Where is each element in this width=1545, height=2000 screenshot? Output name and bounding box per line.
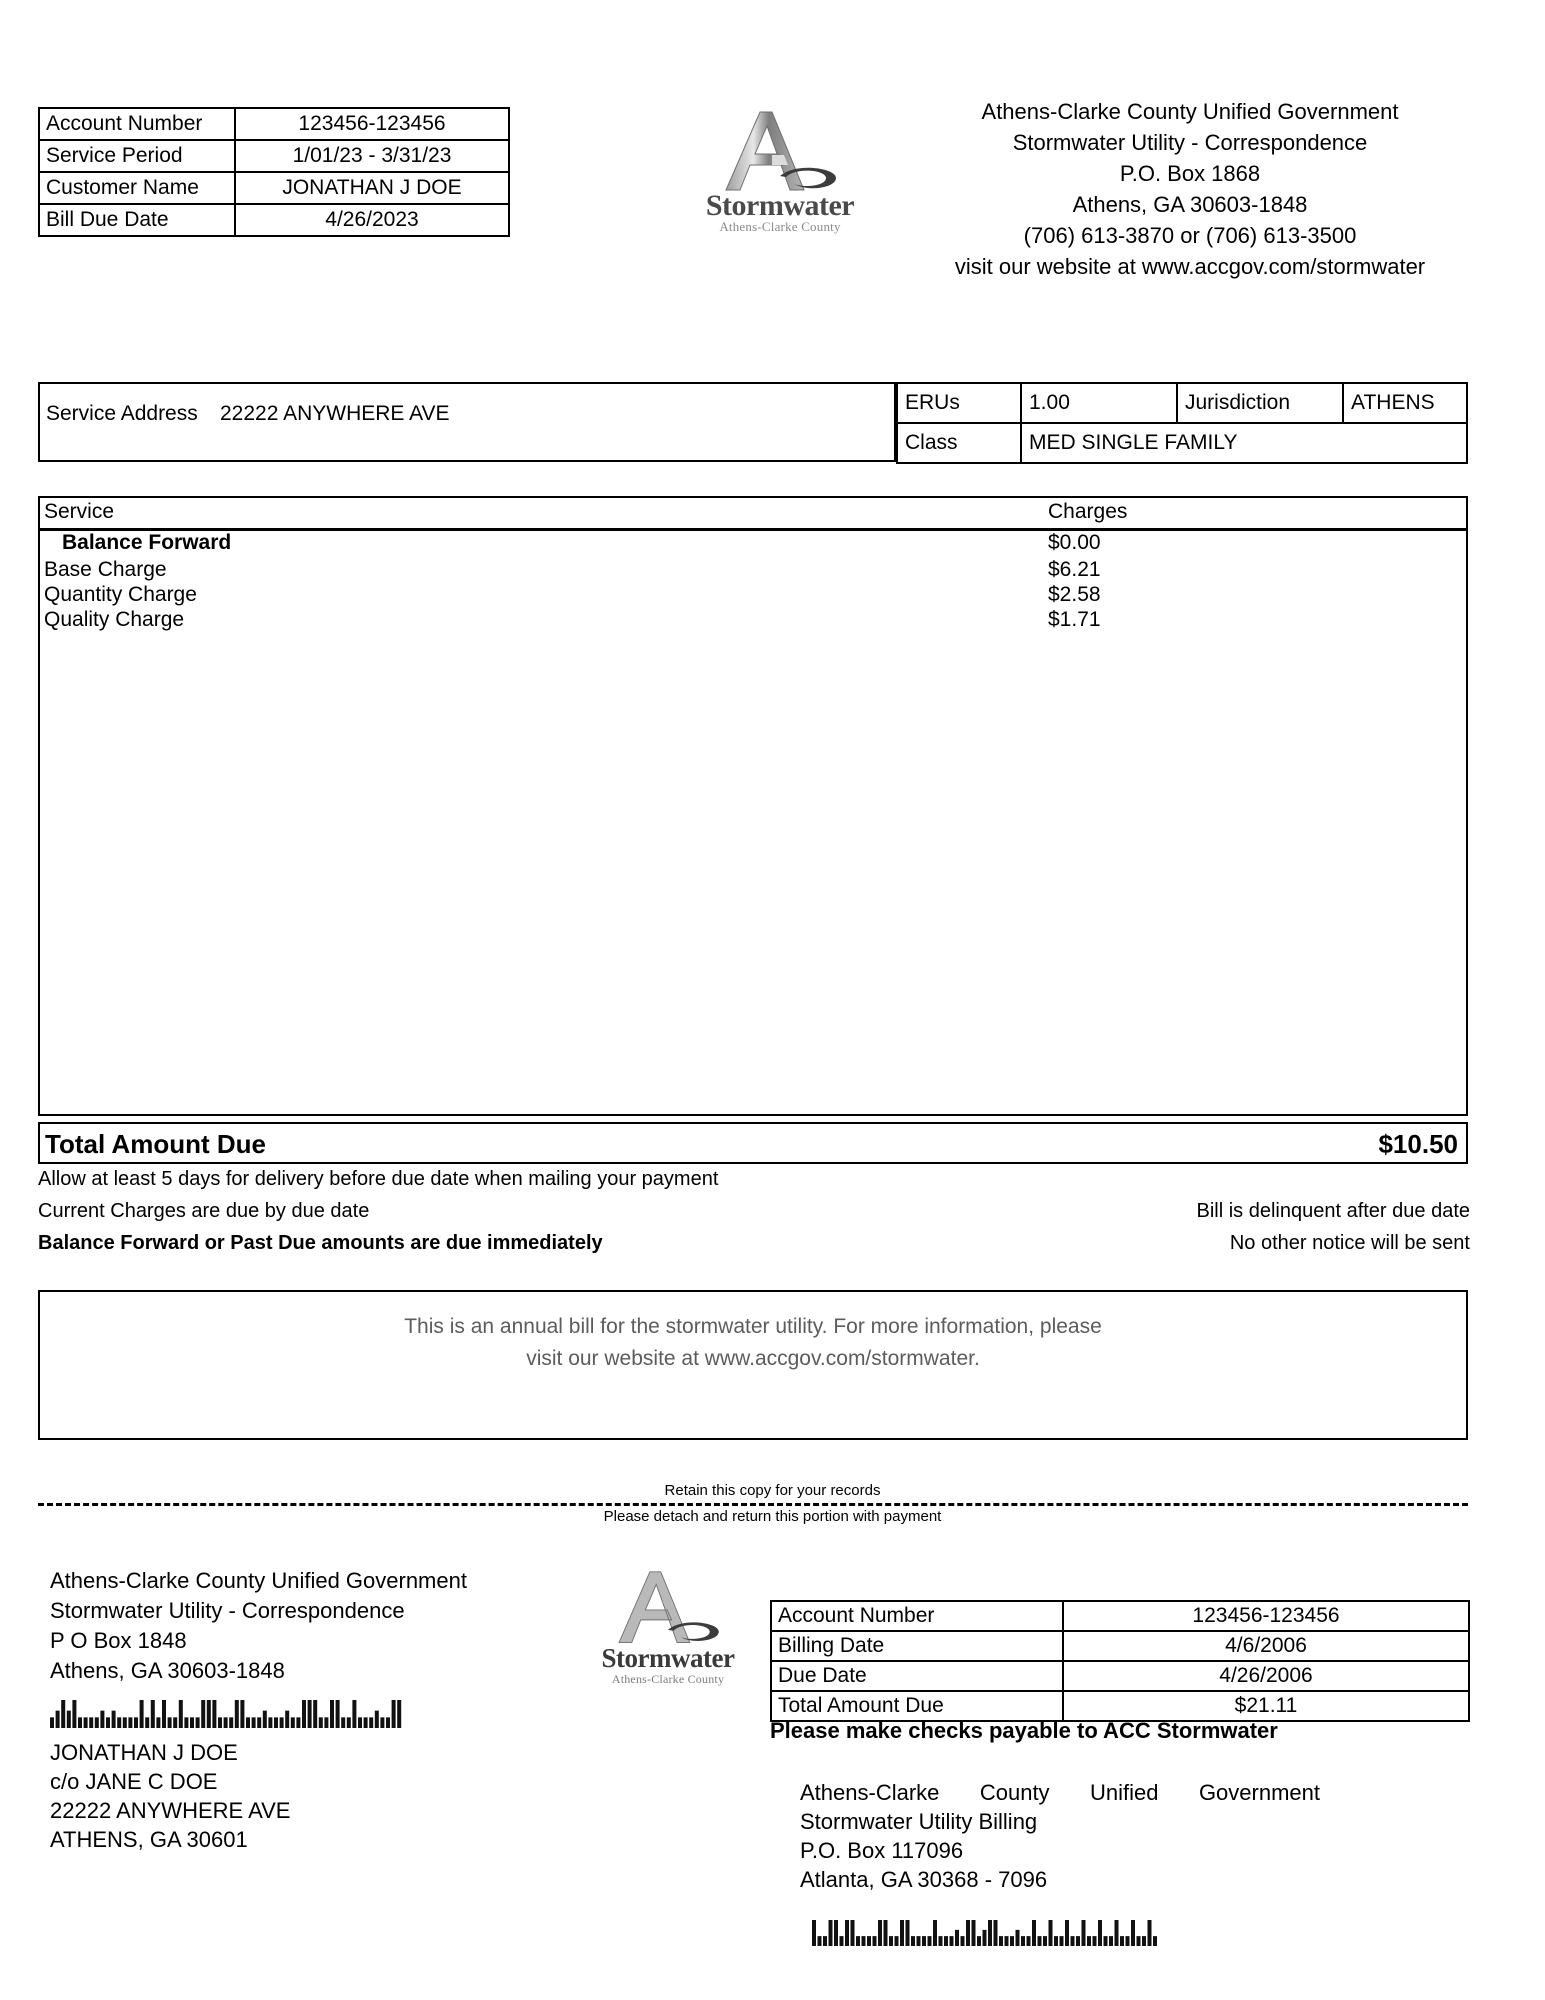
table-row [771,1601,1469,1631]
stormwater-logo-icon [700,110,860,196]
total-amount-due-value: $10.50 [1378,1129,1458,1159]
account-number-label: Account Number [39,108,235,140]
stub-logo-subtitle: Athens-Clarke County [611,1672,725,1686]
service-period-label: Service Period [39,140,235,172]
remit-address-line: Stormwater Utility Billing [800,1809,1038,1834]
service-address-band [38,382,1468,466]
remit-address-line: Atlanta, GA 30368 - 7096 [800,1867,1048,1892]
message-line: visit our website at www.accgov.com/stormwater. [526,1347,980,1370]
remit-address-line: Athens-Clarke County Unified Government [800,1780,1320,1805]
message-line: This is an annual bill for the stormwater utility. For more information, please [404,1315,1102,1338]
stub-logo-a-ripple-icon [588,1570,748,1648]
retain-copy-text: Retain this copy for your records [664,1482,881,1499]
header-website-line: visit our website at www.accgov.com/stormwater [954,254,1426,279]
table-row [39,108,509,140]
table-row [771,1631,1469,1661]
payment-notices [38,1168,1470,1264]
detach-divider [38,1503,1468,1506]
checks-payable-note: Please make checks payable to ACC Stormwater [770,1718,1278,1743]
total-amount-due-row [38,1122,1468,1164]
account-number-value: 123456-123456 [235,108,509,140]
balance-forward-row [40,531,1466,558]
notice-delivery-text: Allow at least 5 days for delivery before due date when mailing your payment [38,1168,719,1190]
customer-name-value: JONATHAN J DOE [235,172,509,204]
table-row [39,172,509,204]
charge-row [40,608,1466,633]
stub-stormwater-logo-icon [588,1570,748,1648]
notice-line [38,1168,1470,1200]
header-address-line: P.O. Box 1868 [1119,161,1261,186]
bill-due-date-value: 4/26/2023 [235,204,509,236]
charge-label: Quantity Charge [44,583,197,606]
table-row [39,204,509,236]
service-address-box [38,382,896,462]
charge-label: Quality Charge [44,608,185,631]
stub-due-date-label: Due Date [771,1661,1063,1691]
table-row [897,423,1467,463]
stormwater-logo [700,110,860,234]
charge-amount: $2.58 [1048,583,1101,606]
customer-name-label: Customer Name [39,172,235,204]
erus-value: 1.00 [1021,383,1177,423]
notice-line [38,1200,1470,1232]
class-value: MED SINGLE FAMILY [1021,423,1467,463]
class-label: Class [897,423,1021,463]
erus-label: ERUs [897,383,1021,423]
customer-address-line: c/o JANE C DOE [50,1769,218,1794]
charge-amount: $6.21 [1048,558,1101,581]
header-address-line: (706) 613-3870 or (706) 613-3500 [1023,223,1357,248]
stub-billing-date-value: 4/6/2006 [1063,1631,1469,1661]
stub-stormwater-logo [588,1570,748,1686]
stub-account-number-label: Account Number [771,1601,1063,1631]
charge-row [40,583,1466,608]
stub-return-line: Athens-Clarke County Unified Government [50,1568,467,1593]
stub-billing-date-label: Billing Date [771,1631,1063,1661]
stub-payment-table [770,1600,1470,1722]
logo-subtitle: Athens-Clarke County [719,219,841,234]
header-address-block [880,96,1500,282]
service-address-label: Service Address [46,402,198,425]
customer-address-line: 22222 ANYWHERE AVE [50,1798,291,1823]
stub-total-due-value: $21.11 [1063,1691,1469,1721]
notice-line [38,1232,1470,1264]
service-period-value: 1/01/23 - 3/31/23 [235,140,509,172]
logo-wordmark: Stormwater [705,189,855,222]
charge-label: Base Charge [44,558,167,581]
customer-address-line: JONATHAN J DOE [50,1740,238,1765]
charges-line-items [40,531,1466,633]
notice-current-charges: Current Charges are due by due date [38,1200,370,1222]
charges-table [38,496,1468,1116]
charges-col-service: Service [44,500,115,523]
stub-return-line: P O Box 1848 [50,1628,187,1653]
charges-table-header [40,498,1466,531]
balance-forward-amount: $0.00 [1048,531,1101,554]
charges-col-charges: Charges [1048,500,1128,523]
bill-due-date-label: Bill Due Date [39,204,235,236]
stub-return-line: Stormwater Utility - Correspondence [50,1598,405,1623]
detach-instruction-text: Please detach and return this portion with payment [603,1508,942,1525]
jurisdiction-label: Jurisdiction [1177,383,1343,423]
table-row [771,1691,1469,1721]
jurisdiction-value: ATHENS [1343,383,1467,423]
remit-postal-barcode [812,1920,1159,1946]
header-address-line: Stormwater Utility - Correspondence [1012,130,1368,155]
property-details-table [896,382,1468,464]
stub-return-address [50,1566,467,1686]
notice-balance-forward: Balance Forward or Past Due amounts are due immediately [38,1232,603,1254]
stub-logo-wordmark: Stormwater [601,1643,735,1673]
header-address-line: Athens-Clarke County Unified Government [981,99,1399,124]
balance-forward-label: Balance Forward [62,531,232,554]
service-address-value: 22222 ANYWHERE AVE [220,402,450,425]
logo-a-ripple-icon [700,110,860,196]
message-box [38,1290,1468,1440]
header-address-line: Athens, GA 30603-1848 [1072,192,1308,217]
stub-customer-address [50,1738,291,1854]
stub-account-number-value: 123456-123456 [1063,1601,1469,1631]
total-amount-due-label: Total Amount Due [45,1129,266,1159]
notice-delinquent: Bill is delinquent after due date [1196,1200,1470,1222]
remit-address-line: P.O. Box 117096 [800,1838,964,1863]
notice-no-other: No other notice will be sent [1229,1232,1470,1254]
customer-postal-barcode [50,1700,403,1728]
account-info-table [38,107,510,237]
table-row [39,140,509,172]
table-row [897,383,1467,423]
table-row [771,1661,1469,1691]
stub-due-date-value: 4/26/2006 [1063,1661,1469,1691]
customer-address-line: ATHENS, GA 30601 [50,1827,248,1852]
stub-remit-address [800,1778,1320,1894]
stub-total-due-label: Total Amount Due [771,1691,1063,1721]
charge-row [40,558,1466,583]
stub-return-line: Athens, GA 30603-1848 [50,1658,285,1683]
charge-amount: $1.71 [1048,608,1101,631]
